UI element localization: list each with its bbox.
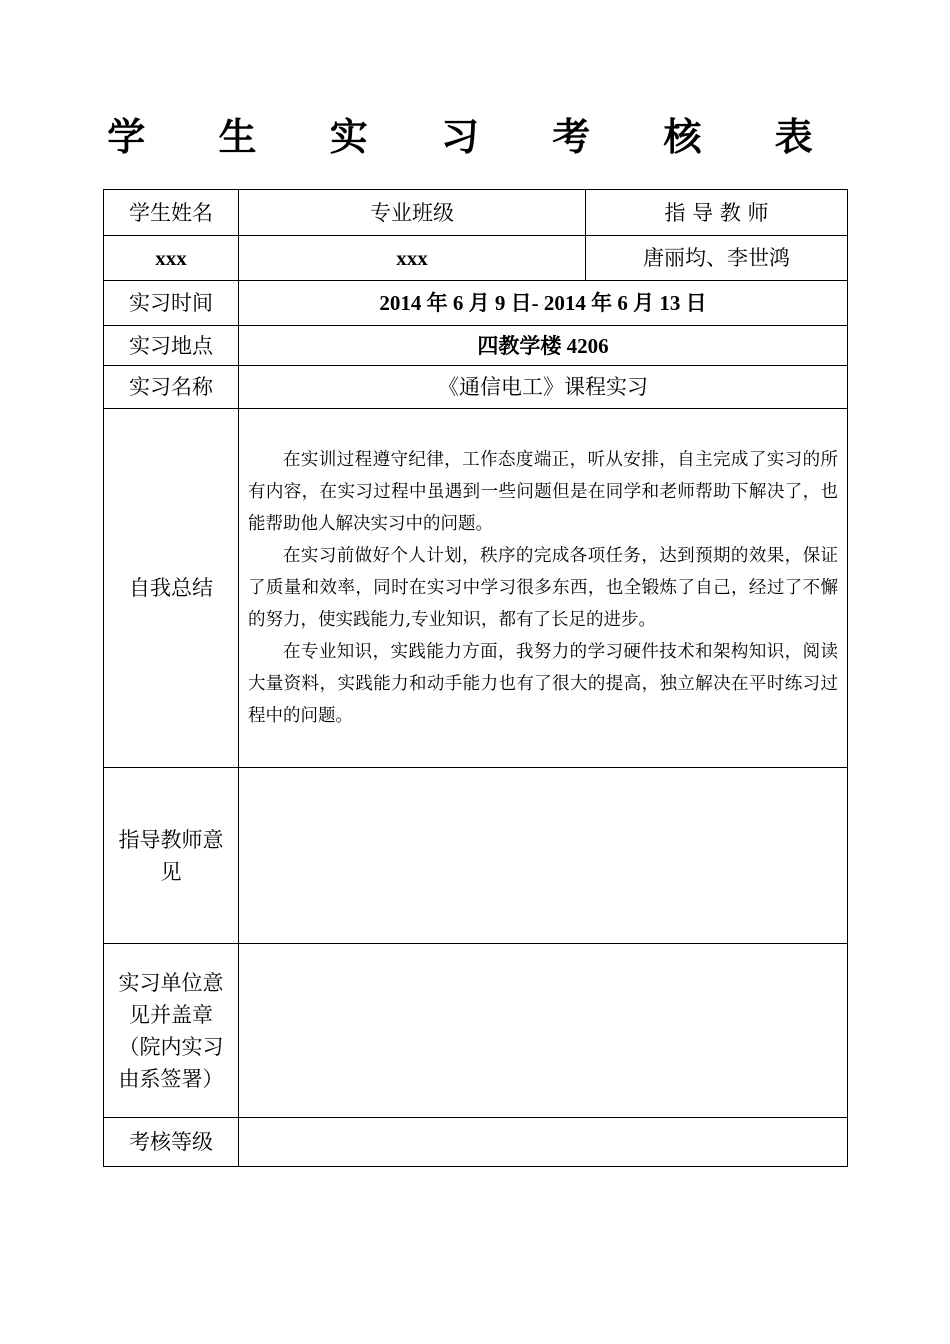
place-row xyxy=(104,326,848,366)
time-label: 实习时间 xyxy=(104,281,239,326)
place-value: 四教学楼 4206 xyxy=(239,326,848,366)
summary-row xyxy=(104,409,848,768)
assessment-table xyxy=(103,189,848,1167)
internship-name-value: 《通信电工》课程实习 xyxy=(239,366,848,409)
summary-content xyxy=(239,409,848,768)
summary-paragraph: 在实训过程遵守纪律，工作态度端正，听从安排，自主完成了实习的所有内容，在实习过程中虽遇到一些问题但是在同学和老师帮助下解决了，也能帮助他人解决实习中的问题。 xyxy=(248,450,838,534)
unit-opinion-value[interactable] xyxy=(239,944,848,1118)
teacher-opinion-value[interactable] xyxy=(239,768,848,944)
unit-opinion-row xyxy=(104,944,848,1118)
header-row xyxy=(104,190,848,236)
grade-value[interactable] xyxy=(239,1118,848,1167)
student-name-header: 学生姓名 xyxy=(104,190,239,236)
teacher-header: 指 导 教 师 xyxy=(586,190,848,236)
teacher-opinion-row xyxy=(104,768,848,944)
class-value: xxx xyxy=(239,236,586,281)
unit-opinion-label xyxy=(104,944,239,1118)
time-row xyxy=(104,281,848,326)
grade-label: 考核等级 xyxy=(104,1118,239,1167)
grade-row xyxy=(104,1118,848,1167)
summary-paragraph: 在专业知识，实践能力方面，我努力的学习硬件技术和架构知识，阅读大量资料，实践能力和动手能力也有了很大的提高，独立解决在平时练习过程中的问题。 xyxy=(248,642,838,726)
internship-name-label: 实习名称 xyxy=(104,366,239,409)
student-name-value: xxx xyxy=(104,236,239,281)
place-label: 实习地点 xyxy=(104,326,239,366)
name-row xyxy=(104,366,848,409)
teacher-opinion-label-text: 指导教师意见 xyxy=(118,827,224,884)
teacher-opinion-label xyxy=(104,768,239,944)
unit-opinion-label-text: 实习单位意见并盖章（院内实习由系签署） xyxy=(118,970,224,1091)
teacher-value: 唐丽均、李世鸿 xyxy=(586,236,848,281)
page-title: 学 生 实 习 考 核 表 xyxy=(107,115,843,159)
class-header: 专业班级 xyxy=(239,190,586,236)
summary-paragraph: 在实习前做好个人计划，秩序的完成各项任务，达到预期的效果，保证了质量和效率，同时在实习中学习很多东西，也全锻炼了自己，经过了不懈的努力，使实践能力,专业知识，都有了长足的进步。 xyxy=(248,546,838,630)
summary-label: 自我总结 xyxy=(104,409,239,768)
time-value: 2014 年 6 月 9 日- 2014 年 6 月 13 日 xyxy=(239,281,848,326)
student-row xyxy=(104,236,848,281)
